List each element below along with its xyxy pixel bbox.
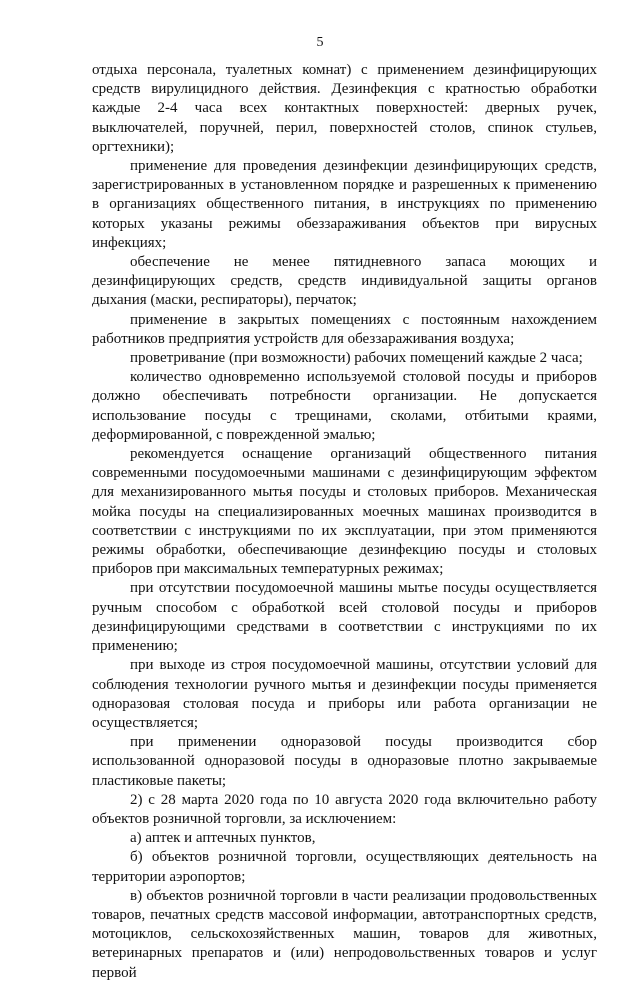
paragraph: применение для проведения дезинфекции дезинфицирующих средств, зарегистрированных в установленном порядке и разрешенных к применению в организациях общественного питания, в инструкциях по применению которых указаны режимы обеззараживания объектов при вирусных инфекциях; [92, 158, 597, 251]
paragraph: б) объектов розничной торговли, осуществляющих деятельность на территории аэропортов; [92, 849, 597, 885]
paragraph: а) аптек и аптечных пунктов, [130, 830, 316, 847]
paragraph: в) объектов розничной торговли в части реализации продовольственных товаров, печатных средств массовой информации, автотранспортных средств, мотоциклов, сельскохозяйственных машин, товаров для животных, ветеринарных препаратов и (или) непродовольственных товаров и услуг первой [92, 887, 597, 981]
paragraph: рекомендуется оснащение организаций общественного питания современными посудомоечными машинами с дезинфицирующим эффектом для механизированного мытья посуды и столовых приборов. Механическая мойка посуды на специализированных моечных машинах производится в соответствии с инструкциями по их эксплуатации, при этом применяются режимы обработки, обеспечивающие дезинфекцию посуды и столовых приборов при максимальных температурных режимах; [92, 446, 597, 578]
page-number: 5 [316, 35, 324, 50]
paragraph: при выходе из строя посудомоечной машины, отсутствии условий для соблюдения технологии ручного мытья и дезинфекции посуды применяется одноразовая столовая посуда и приборы или работа организации не осуществляется; [92, 657, 597, 731]
paragraph: проветривание (при возможности) рабочих помещений каждые 2 часа; [130, 350, 583, 367]
paragraph: обеспечение не менее пятидневного запаса моющих и дезинфицирующих средств, средств индивидуальной защиты органов дыхания (маски, респираторы), перчаток; [92, 254, 597, 309]
paragraph: при отсутствии посудомоечной машины мытье посуды осуществляется ручным способом с обработкой всей столовой посуды и приборов дезинфицирующими средствами в соответствии с инструкциями по их применению; [92, 580, 597, 655]
paragraph: отдыха персонала, туалетных комнат) с применением дезинфицирующих средств вирулицидного действия. Дезинфекция с кратностью обработки каждые 2-4 часа всех контактных поверхностей: дверных ручек, выключателей, поручней, перил, поверхностей столов, спинок стульев, оргтехники); [92, 62, 597, 155]
paragraph: 2) с 28 марта 2020 года по 10 августа 2020 года включительно работу объектов розничной торговли, за исключением: [92, 791, 597, 827]
paragraph: количество одновременно используемой столовой посуды и приборов должно обеспечивать потребности организации. Не допускается использование посуды с трещинами, сколами, отбитыми краями, деформированной, с поврежденной эмалью; [92, 369, 597, 443]
document-body [92, 61, 597, 983]
paragraph: при применении одноразовой посуды производится сбор использованной одноразовой посуды в одноразовые плотно закрываемые пластиковые пакеты; [92, 734, 597, 789]
paragraph: применение в закрытых помещениях с постоянным нахождением работников предприятия устройств для обеззараживания воздуха; [92, 311, 597, 347]
